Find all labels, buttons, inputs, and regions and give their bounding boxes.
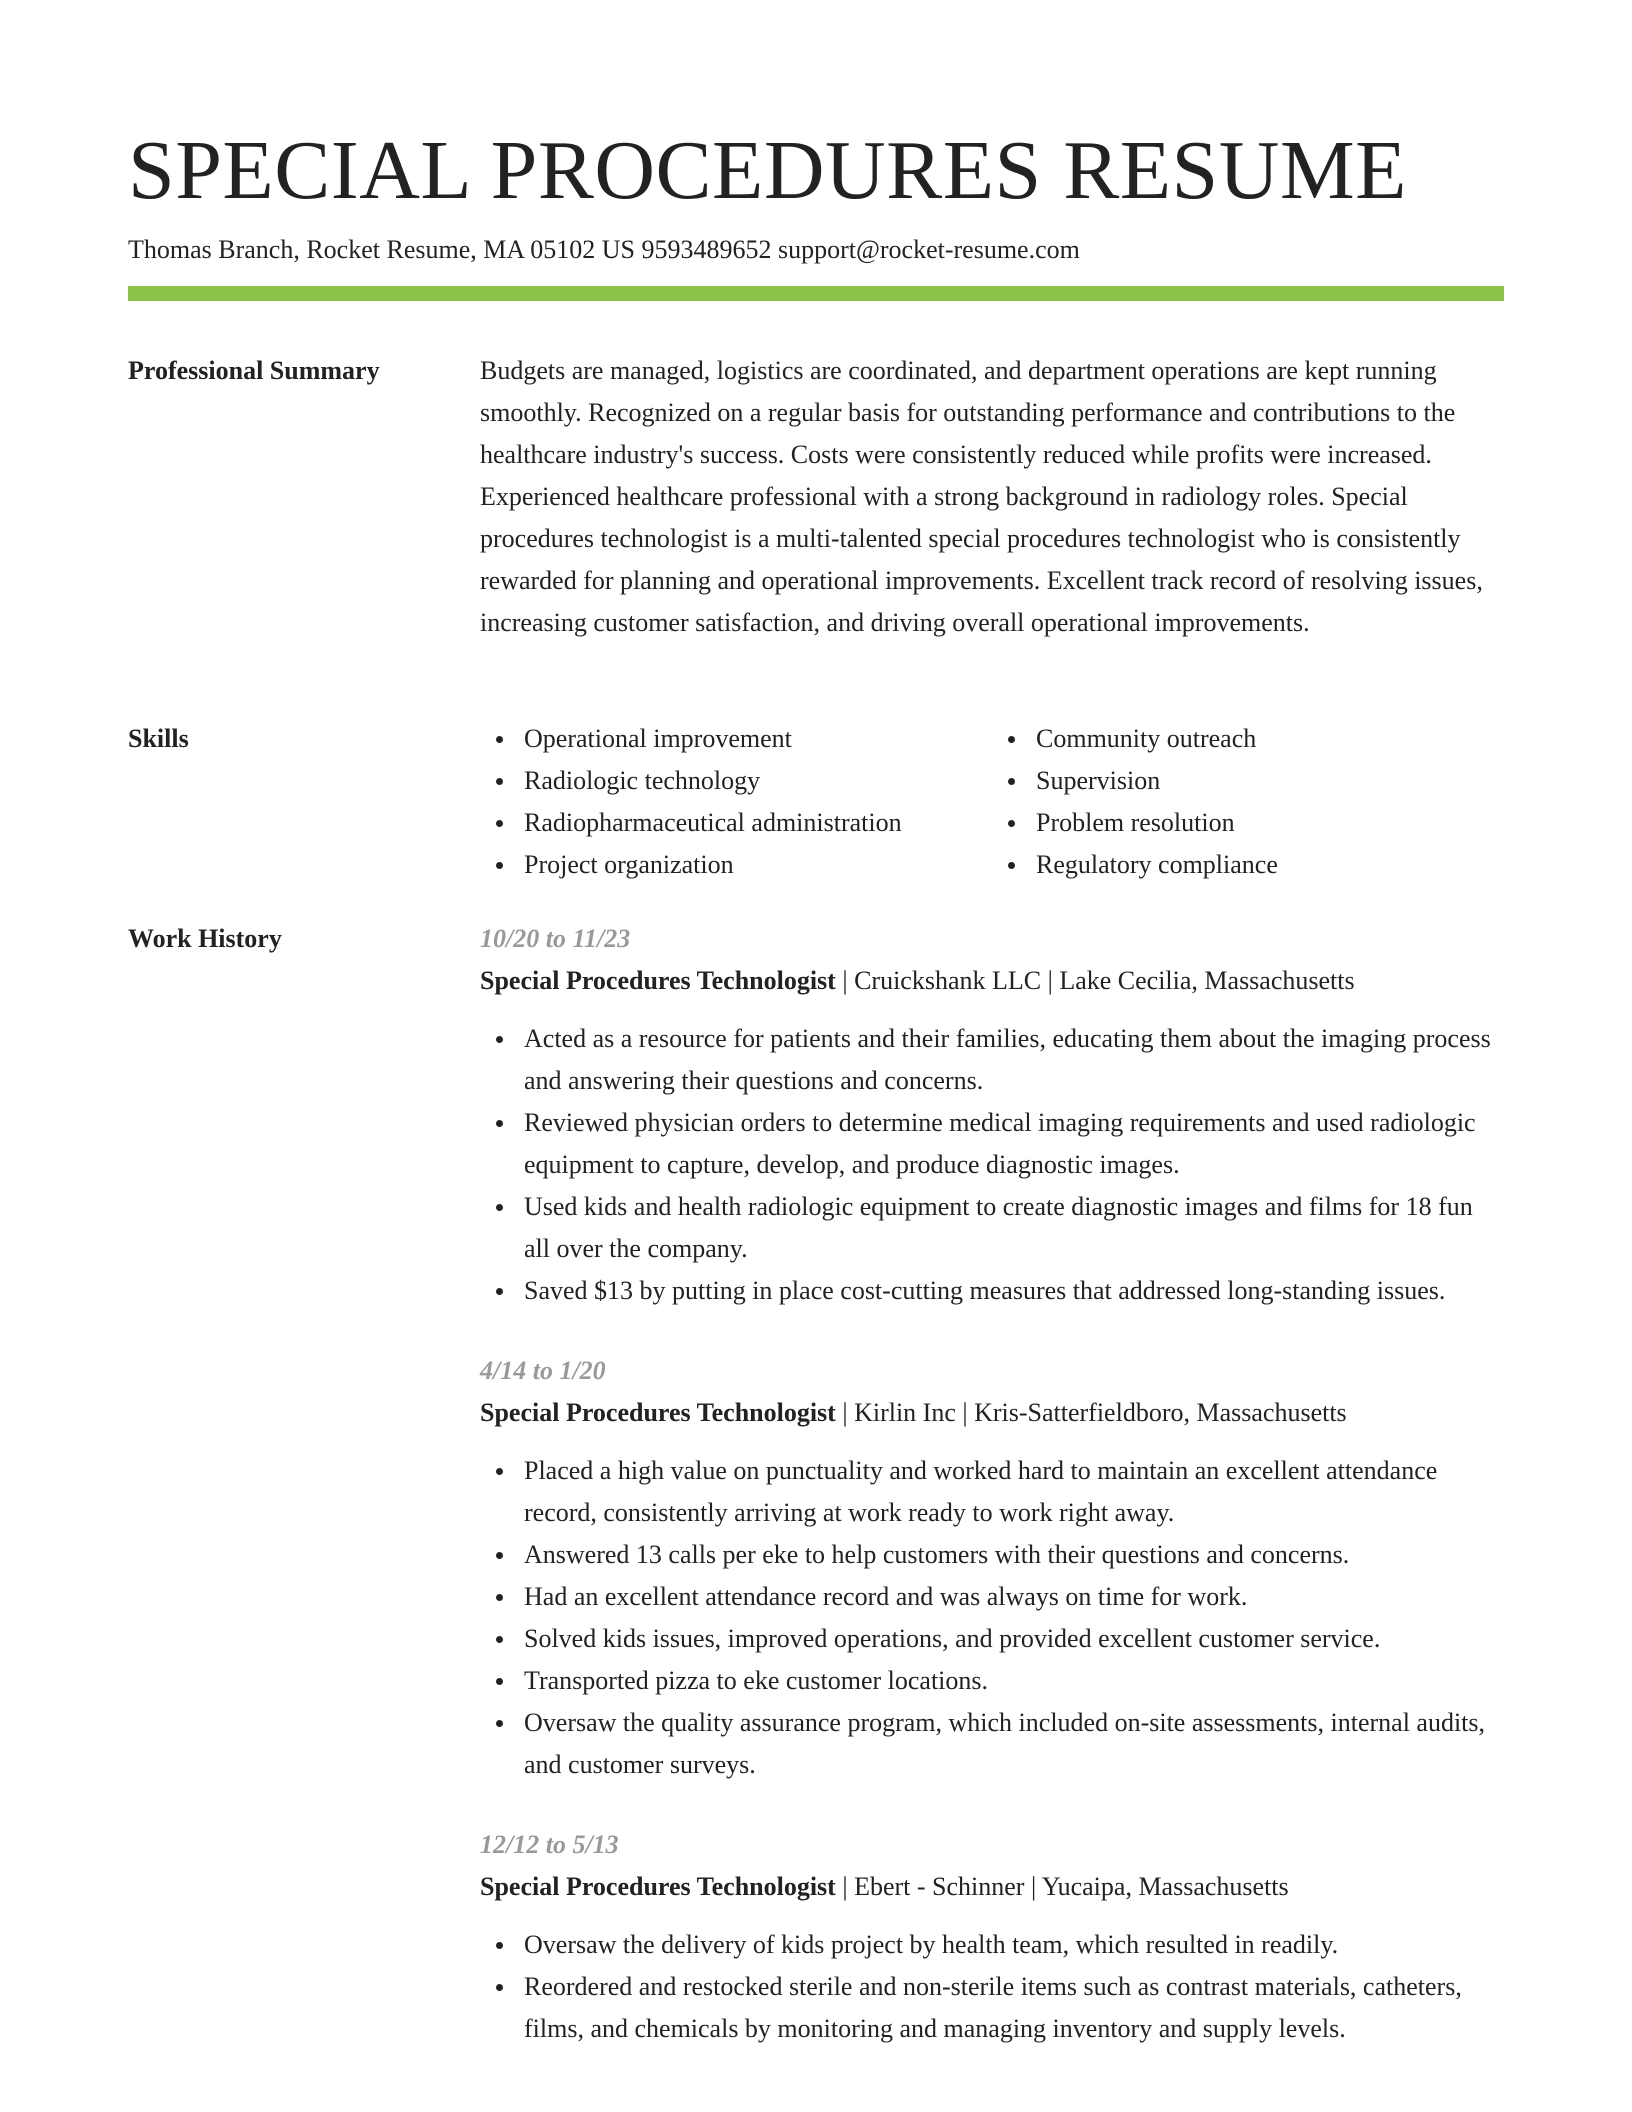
- skill-item: Radiologic technology: [524, 760, 992, 802]
- job-entry: [480, 1350, 1504, 1786]
- job-heading: [480, 1866, 1504, 1908]
- job-separator: |: [1041, 966, 1060, 995]
- resume-title: SPECIAL PROCEDURES RESUME: [128, 124, 1407, 217]
- skill-item: Regulatory compliance: [1036, 844, 1504, 886]
- job-bullets: [480, 1450, 1504, 1786]
- job-company: Kirlin Inc: [854, 1398, 956, 1427]
- job-role: Special Procedures Technologist: [480, 1872, 836, 1901]
- job-separator: |: [835, 1872, 855, 1901]
- job-bullet: Solved kids issues, improved operations, and provided excellent customer service.: [524, 1618, 1504, 1660]
- skill-item: Operational improvement: [524, 718, 992, 760]
- job-location: Lake Cecilia, Massachusetts: [1059, 966, 1355, 995]
- job-bullet: Saved $13 by putting in place cost-cutting measures that addressed long-standing issues.: [524, 1270, 1504, 1312]
- job-role: Special Procedures Technologist: [480, 1398, 836, 1427]
- skills-list-right: [992, 718, 1504, 886]
- skill-item: Project organization: [524, 844, 992, 886]
- job-bullet: Used kids and health radiologic equipment to create diagnostic images and films for 18 fun all over the company.: [524, 1186, 1504, 1270]
- skills-columns: [480, 718, 1504, 886]
- job-bullet: Acted as a resource for patients and their families, educating them about the imaging process and answering their questions and concerns.: [524, 1018, 1504, 1102]
- skill-item: Supervision: [1036, 760, 1504, 802]
- summary-label: Professional Summary: [128, 356, 380, 385]
- job-bullet: Oversaw the delivery of kids project by health team, which resulted in readily.: [524, 1924, 1504, 1966]
- job-company: Ebert - Schinner: [854, 1872, 1025, 1901]
- contact-line: Thomas Branch, Rocket Resume, MA 05102 US 9593489652 support@rocket-resume.com: [128, 235, 1080, 264]
- job-entry: [480, 1824, 1504, 2050]
- skill-item: Community outreach: [1036, 718, 1504, 760]
- job-heading: [480, 960, 1504, 1002]
- job-separator: |: [835, 1398, 855, 1427]
- job-role: Special Procedures Technologist: [480, 966, 836, 995]
- job-entry: [480, 918, 1504, 1312]
- skill-item: Radiopharmaceutical administration: [524, 802, 992, 844]
- accent-divider: [128, 286, 1504, 301]
- job-bullet: Transported pizza to eke customer locations.: [524, 1660, 1504, 1702]
- job-dates: 12/12 to 5/13: [480, 1830, 619, 1859]
- skills-body: [480, 718, 1504, 886]
- job-separator: |: [1024, 1872, 1042, 1901]
- skills-list-left: [480, 718, 992, 886]
- job-separator: |: [955, 1398, 975, 1427]
- job-bullet: Placed a high value on punctuality and worked hard to maintain an excellent attendance record, consistently arriving at work ready to work right away.: [524, 1450, 1504, 1534]
- job-bullet: Answered 13 calls per eke to help customers with their questions and concerns.: [524, 1534, 1504, 1576]
- work-history-label: Work History: [128, 924, 282, 953]
- job-bullets: [480, 1924, 1504, 2050]
- job-heading: [480, 1392, 1504, 1434]
- job-bullet: Oversaw the quality assurance program, which included on-site assessments, internal audits, and customer surveys.: [524, 1702, 1504, 1786]
- job-bullets: [480, 1018, 1504, 1312]
- job-dates: 4/14 to 1/20: [480, 1356, 606, 1385]
- job-company: Cruickshank LLC: [854, 966, 1042, 995]
- skills-label: Skills: [128, 724, 189, 753]
- work-history-body: [480, 918, 1504, 2088]
- skill-item: Problem resolution: [1036, 802, 1504, 844]
- job-bullet: Reviewed physician orders to determine medical imaging requirements and used radiologic equipment to capture, develop, and produce diagnostic images.: [524, 1102, 1504, 1186]
- summary-body: [480, 350, 1504, 644]
- job-bullet: Reordered and restocked sterile and non-sterile items such as contrast materials, catheters, films, and chemicals by monitoring and managing inventory and supply levels.: [524, 1966, 1504, 2050]
- job-separator: |: [835, 966, 855, 995]
- job-bullet: Had an excellent attendance record and was always on time for work.: [524, 1576, 1504, 1618]
- job-location: Yucaipa, Massachusetts: [1041, 1872, 1289, 1901]
- job-dates: 10/20 to 11/23: [480, 924, 631, 953]
- summary-text: Budgets are managed, logistics are coordinated, and department operations are kept running smoothly. Recognized on a regular basis for outstanding performance and contributions to the healthcare industry's success. Costs were consistently reduced while profits were increased. Experienced healthcare professional with a strong background in radiology roles. Special procedures technologist is a multi-talented special procedures technologist who is consistently rewarded for planning and operational improvements. Excellent track record of resolving issues, increasing customer satisfaction, and driving overall operational improvements.: [480, 356, 1483, 637]
- job-location: Kris-Satterfieldboro, Massachusetts: [974, 1398, 1347, 1427]
